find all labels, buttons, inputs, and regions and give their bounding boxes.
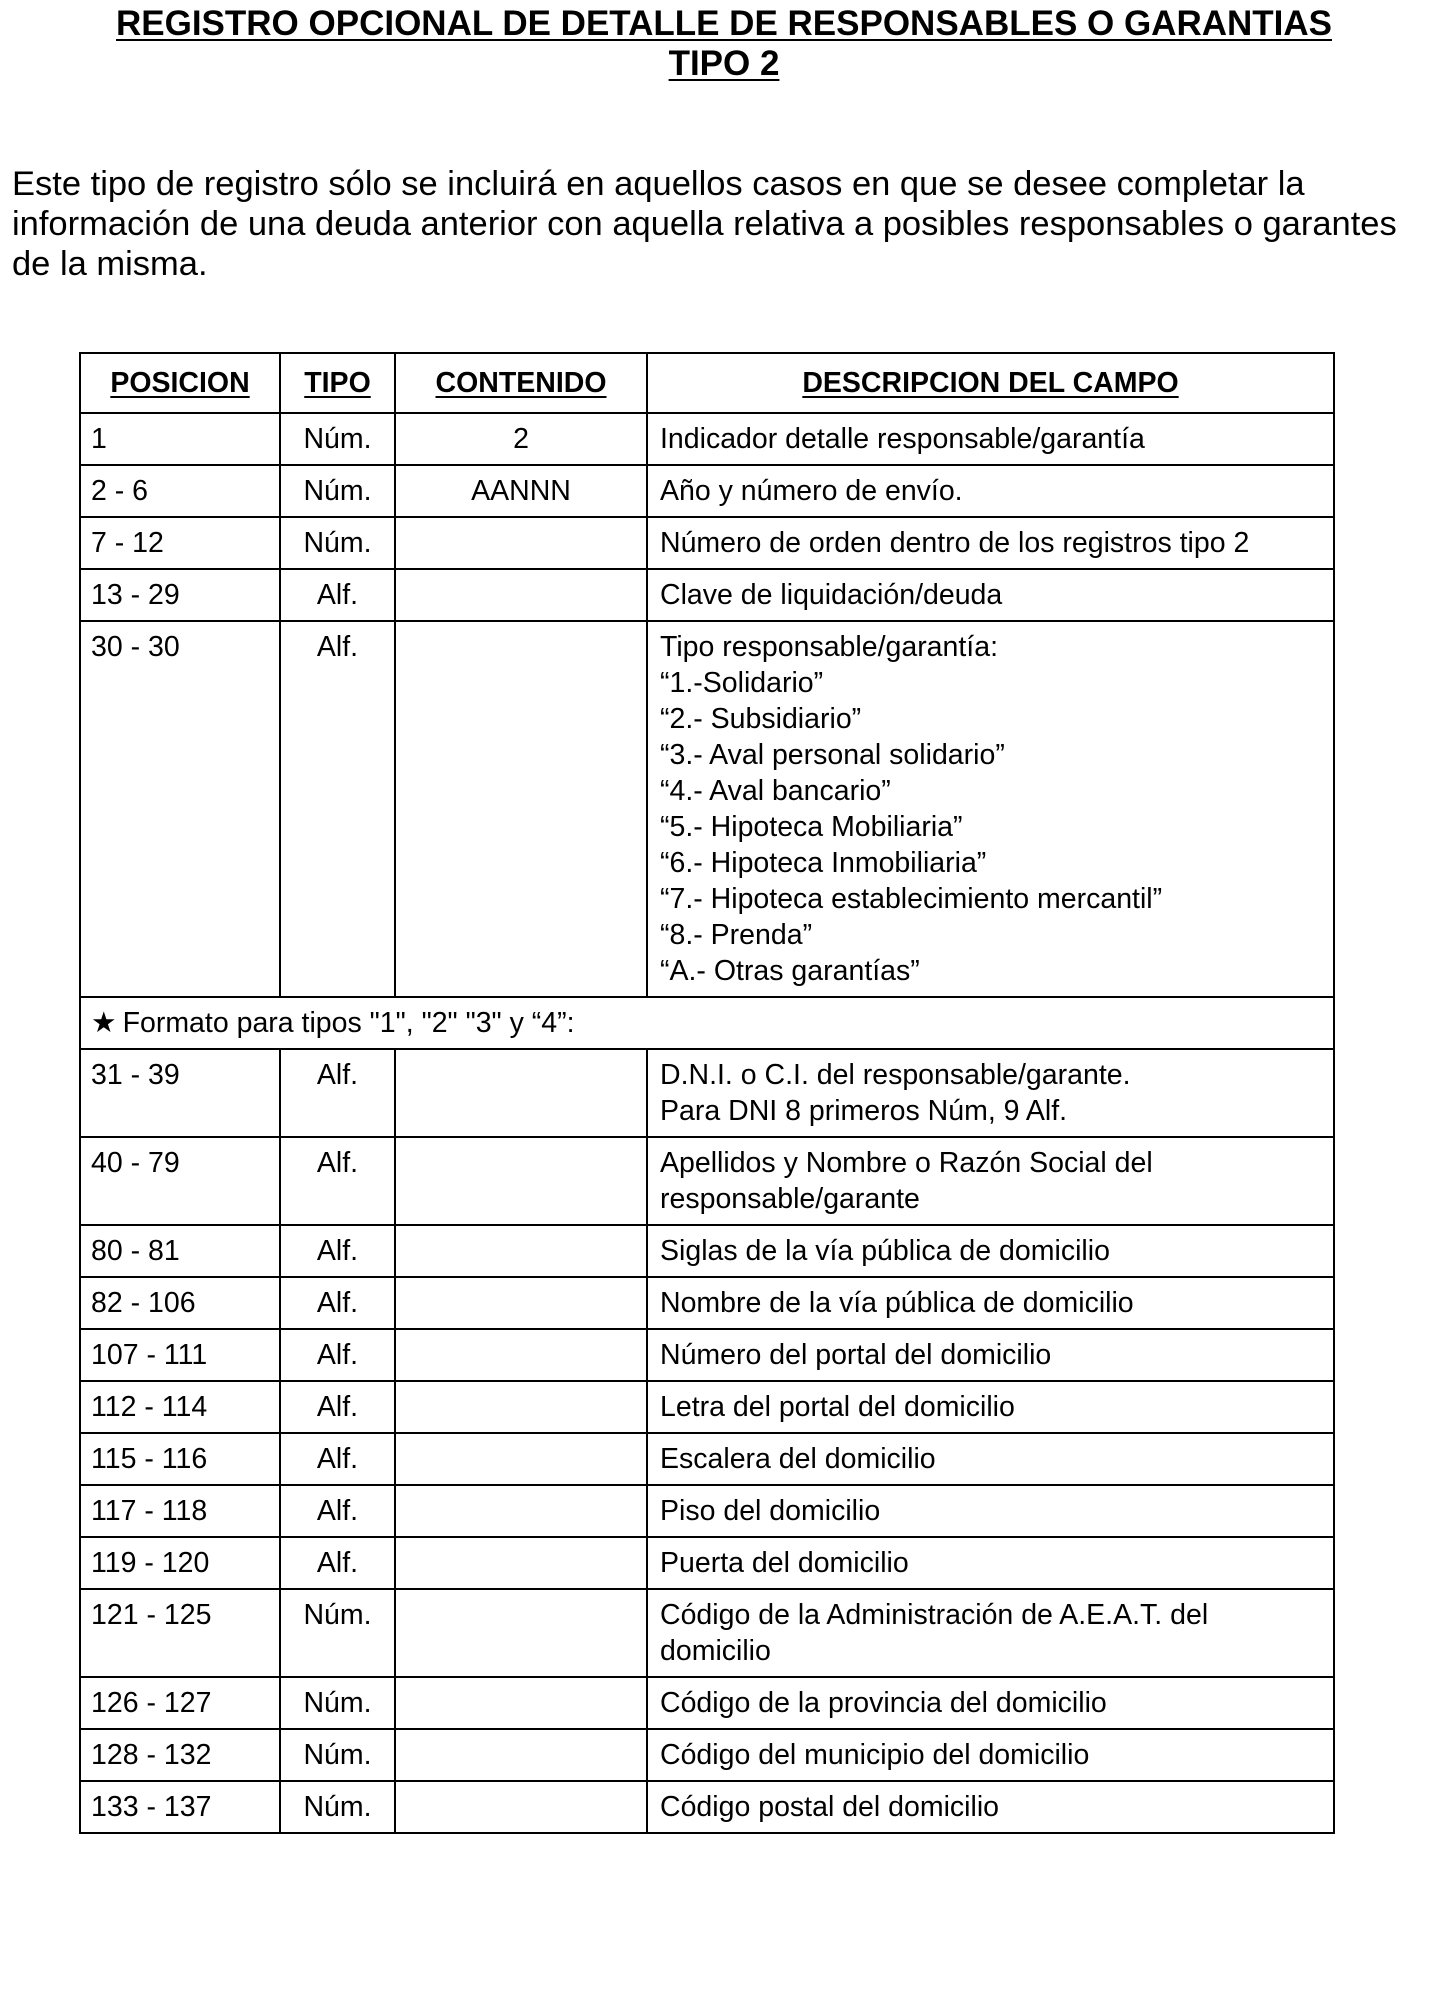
tipo-option: “7.- Hipoteca establecimiento mercantil” <box>660 883 1163 915</box>
cell-descripcion: Código del municipio del domicilio <box>647 1729 1334 1781</box>
descripcion-line: D.N.I. o C.I. del responsable/garante. <box>660 1059 1131 1091</box>
cell-tipo: Alf. <box>280 1277 395 1329</box>
cell-contenido <box>395 1137 647 1225</box>
cell-posicion: 115 - 116 <box>80 1433 280 1485</box>
cell-contenido <box>395 1049 647 1137</box>
cell-posicion: 121 - 125 <box>80 1589 280 1677</box>
tipo-option: “2.- Subsidiario” <box>660 703 862 735</box>
table-row <box>80 413 1334 465</box>
cell-posicion: 31 - 39 <box>80 1049 280 1137</box>
star-icon: ★ <box>91 1007 117 1039</box>
cell-contenido <box>395 1537 647 1589</box>
page-title <box>0 4 1448 84</box>
cell-posicion: 82 - 106 <box>80 1277 280 1329</box>
cell-tipo: Núm. <box>280 413 395 465</box>
table-row <box>80 1329 1334 1381</box>
tipo-option: “6.- Hipoteca Inmobiliaria” <box>660 847 987 879</box>
cell-tipo: Alf. <box>280 1537 395 1589</box>
descripcion-line: Apellidos y Nombre o Razón Social del <box>660 1147 1153 1179</box>
table-row <box>80 1225 1334 1277</box>
cell-contenido <box>395 1677 647 1729</box>
cell-posicion: 13 - 29 <box>80 569 280 621</box>
cell-descripcion: Número de orden dentro de los registros tipo 2 <box>647 517 1334 569</box>
cell-contenido <box>395 1381 647 1433</box>
cell-posicion: 133 - 137 <box>80 1781 280 1833</box>
cell-contenido <box>395 621 647 997</box>
cell-posicion: 112 - 114 <box>80 1381 280 1433</box>
cell-contenido: 2 <box>395 413 647 465</box>
cell-descripcion: Siglas de la vía pública de domicilio <box>647 1225 1334 1277</box>
table-row <box>80 1781 1334 1833</box>
descripcion-line: domicilio <box>660 1635 771 1667</box>
table-note-row <box>80 997 1334 1049</box>
cell-posicion: 126 - 127 <box>80 1677 280 1729</box>
cell-descripcion: Año y número de envío. <box>647 465 1334 517</box>
table-row-tipo-responsable <box>80 621 1334 997</box>
cell-descripcion: Escalera del domicilio <box>647 1433 1334 1485</box>
format-note <box>80 997 1334 1049</box>
cell-descripcion: Código postal del domicilio <box>647 1781 1334 1833</box>
cell-contenido <box>395 1729 647 1781</box>
table-row <box>80 1729 1334 1781</box>
cell-contenido <box>395 569 647 621</box>
table-row <box>80 517 1334 569</box>
cell-posicion: 40 - 79 <box>80 1137 280 1225</box>
table-header-row <box>80 353 1334 413</box>
tipo-option: “4.- Aval bancario” <box>660 775 891 807</box>
cell-descripcion: Número del portal del domicilio <box>647 1329 1334 1381</box>
cell-posicion: 7 - 12 <box>80 517 280 569</box>
cell-posicion: 80 - 81 <box>80 1225 280 1277</box>
table-row <box>80 1433 1334 1485</box>
tipo-option: “A.- Otras garantías” <box>660 955 920 987</box>
cell-tipo: Alf. <box>280 621 395 997</box>
cell-descripcion: Puerta del domicilio <box>647 1537 1334 1589</box>
cell-contenido <box>395 1485 647 1537</box>
cell-posicion: 119 - 120 <box>80 1537 280 1589</box>
cell-descripcion: Clave de liquidación/deuda <box>647 569 1334 621</box>
cell-descripcion: Piso del domicilio <box>647 1485 1334 1537</box>
header-tipo: TIPO <box>280 353 395 413</box>
cell-descripcion: Letra del portal del domicilio <box>647 1381 1334 1433</box>
descripcion-line: responsable/garante <box>660 1183 920 1215</box>
cell-posicion: 30 - 30 <box>80 621 280 997</box>
table-row <box>80 1137 1334 1225</box>
descripcion-line: Código de la Administración de A.E.A.T. del <box>660 1599 1209 1631</box>
cell-tipo: Núm. <box>280 465 395 517</box>
cell-tipo: Alf. <box>280 1485 395 1537</box>
table-row <box>80 1677 1334 1729</box>
cell-tipo: Núm. <box>280 1781 395 1833</box>
cell-contenido <box>395 517 647 569</box>
tipo-option: “1.-Solidario” <box>660 667 824 699</box>
cell-descripcion: Nombre de la vía pública de domicilio <box>647 1277 1334 1329</box>
table-row <box>80 1049 1334 1137</box>
cell-tipo: Núm. <box>280 517 395 569</box>
cell-descripcion: Indicador detalle responsable/garantía <box>647 413 1334 465</box>
cell-tipo: Núm. <box>280 1677 395 1729</box>
title-line-2: TIPO 2 <box>668 44 780 83</box>
title-line-1: REGISTRO OPCIONAL DE DETALLE DE RESPONSABLES O GARANTIAS <box>115 4 1333 43</box>
tipo-option: “8.- Prenda” <box>660 919 813 951</box>
cell-contenido <box>395 1433 647 1485</box>
table-row <box>80 1381 1334 1433</box>
cell-posicion: 128 - 132 <box>80 1729 280 1781</box>
table-row <box>80 1537 1334 1589</box>
cell-descripcion <box>647 1049 1334 1137</box>
cell-descripcion <box>647 621 1334 997</box>
tipo-option: “3.- Aval personal solidario” <box>660 739 1005 771</box>
cell-tipo: Núm. <box>280 1729 395 1781</box>
header-descripcion: DESCRIPCION DEL CAMPO <box>647 353 1334 413</box>
cell-tipo: Alf. <box>280 1225 395 1277</box>
cell-descripcion <box>647 1589 1334 1677</box>
record-spec-table <box>79 352 1335 1834</box>
cell-posicion: 2 - 6 <box>80 465 280 517</box>
tipo-responsable-heading: Tipo responsable/garantía: <box>660 631 998 663</box>
cell-tipo: Alf. <box>280 569 395 621</box>
cell-posicion: 107 - 111 <box>80 1329 280 1381</box>
cell-tipo: Núm. <box>280 1589 395 1677</box>
cell-contenido <box>395 1781 647 1833</box>
table-row <box>80 465 1334 517</box>
cell-tipo: Alf. <box>280 1433 395 1485</box>
cell-tipo: Alf. <box>280 1137 395 1225</box>
format-note-text: Formato para tipos "1", "2" "3" y “4”: <box>122 1007 575 1039</box>
header-contenido: CONTENIDO <box>395 353 647 413</box>
header-posicion: POSICION <box>80 353 280 413</box>
table-row <box>80 569 1334 621</box>
cell-descripcion <box>647 1137 1334 1225</box>
table-row <box>80 1485 1334 1537</box>
cell-contenido: AANNN <box>395 465 647 517</box>
tipo-option: “5.- Hipoteca Mobiliaria” <box>660 811 963 843</box>
cell-descripcion: Código de la provincia del domicilio <box>647 1677 1334 1729</box>
intro-paragraph: Este tipo de registro sólo se incluirá en aquellos casos en que se desee completar la información de una deuda anterior con aquella relativa a posibles responsables o garantes de la misma. <box>12 165 1397 283</box>
table-row <box>80 1277 1334 1329</box>
cell-contenido <box>395 1225 647 1277</box>
cell-posicion: 117 - 118 <box>80 1485 280 1537</box>
cell-contenido <box>395 1589 647 1677</box>
cell-tipo: Alf. <box>280 1049 395 1137</box>
cell-posicion: 1 <box>80 413 280 465</box>
cell-contenido <box>395 1277 647 1329</box>
table-row <box>80 1589 1334 1677</box>
cell-contenido <box>395 1329 647 1381</box>
descripcion-line: Para DNI 8 primeros Núm, 9 Alf. <box>660 1095 1068 1127</box>
cell-tipo: Alf. <box>280 1329 395 1381</box>
cell-tipo: Alf. <box>280 1381 395 1433</box>
